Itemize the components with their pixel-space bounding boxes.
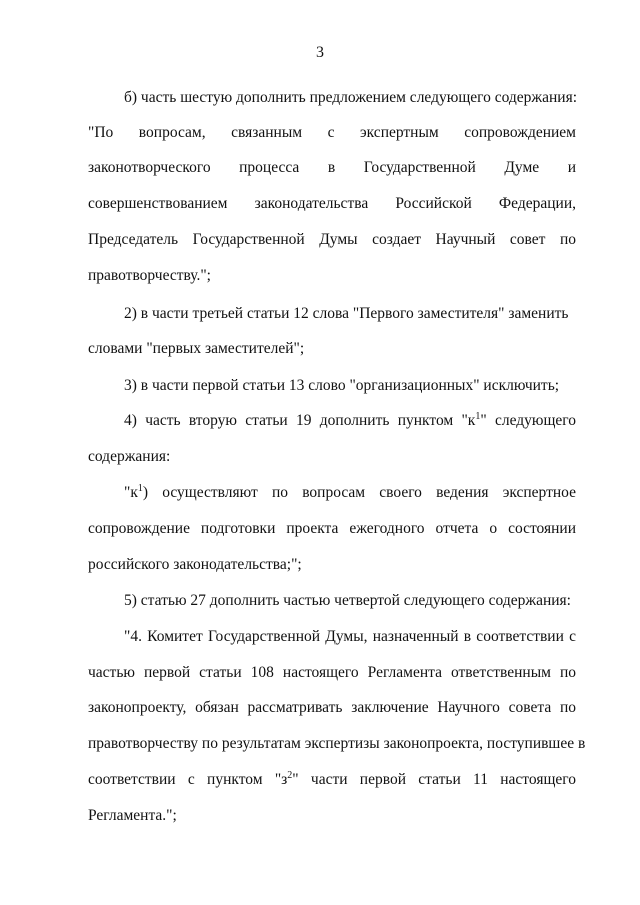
text-line: 5) статью 27 дополнить частью четвертой следующего содержания: [124, 592, 571, 609]
page-number: 3 [316, 44, 324, 61]
text-line-part: ) осуществляют по вопросам своего ведения экспертное [142, 484, 576, 501]
superscript: 2 [287, 770, 293, 781]
text-line: Председатель Государственной Думы создает Научный совет по [88, 231, 576, 248]
text-line: правотворчеству."; [88, 267, 211, 284]
text-line: 3) в части первой статьи 13 слово "организационных" исключить; [124, 377, 560, 394]
text-line: Регламента."; [88, 807, 177, 824]
text-line: содержания: [88, 448, 171, 465]
text-line: словами "первых заместителей"; [88, 340, 305, 357]
text-line [124, 483, 576, 503]
text-line: б) часть шестую дополнить предложением следующего содержания: [124, 89, 578, 106]
text-line: "По вопросам, связанным с экспертным сопровождением [88, 124, 576, 141]
text-line: правотворчеству по результатам экспертизы законопроекта, поступившее в [88, 735, 586, 752]
superscript: 1 [137, 483, 143, 494]
text-line-part: соответствии с пунктом "з [88, 771, 288, 788]
text-line-part: 4) часть вторую статьи 19 дополнить пунктом "к [124, 412, 476, 429]
superscript: 1 [475, 411, 481, 422]
text-line: совершенствованием законодательства Российской Федерации, [88, 195, 576, 212]
text-line-part: " следующего [480, 412, 576, 429]
text-line: российского законодательства;"; [88, 556, 302, 573]
text-line: "4. Комитет Государственной Думы, назначенный в соответствии с [124, 628, 576, 645]
text-line: сопровождение подготовки проекта ежегодного отчета о состоянии [88, 520, 576, 537]
text-line [88, 770, 576, 790]
text-line: частью первой статьи 108 настоящего Регламента ответственным по [88, 664, 576, 681]
text-line: законотворческого процесса в Государственной Думе и [88, 159, 576, 176]
text-line: законопроекту, обязан рассматривать заключение Научного совета по [88, 699, 576, 716]
text-line [124, 411, 576, 431]
text-line-part: "к [124, 484, 138, 501]
text-line: 2) в части третьей статьи 12 слова "Первого заместителя" заменить [124, 305, 569, 322]
text-line-part: " части первой статьи 11 настоящего [292, 771, 576, 788]
